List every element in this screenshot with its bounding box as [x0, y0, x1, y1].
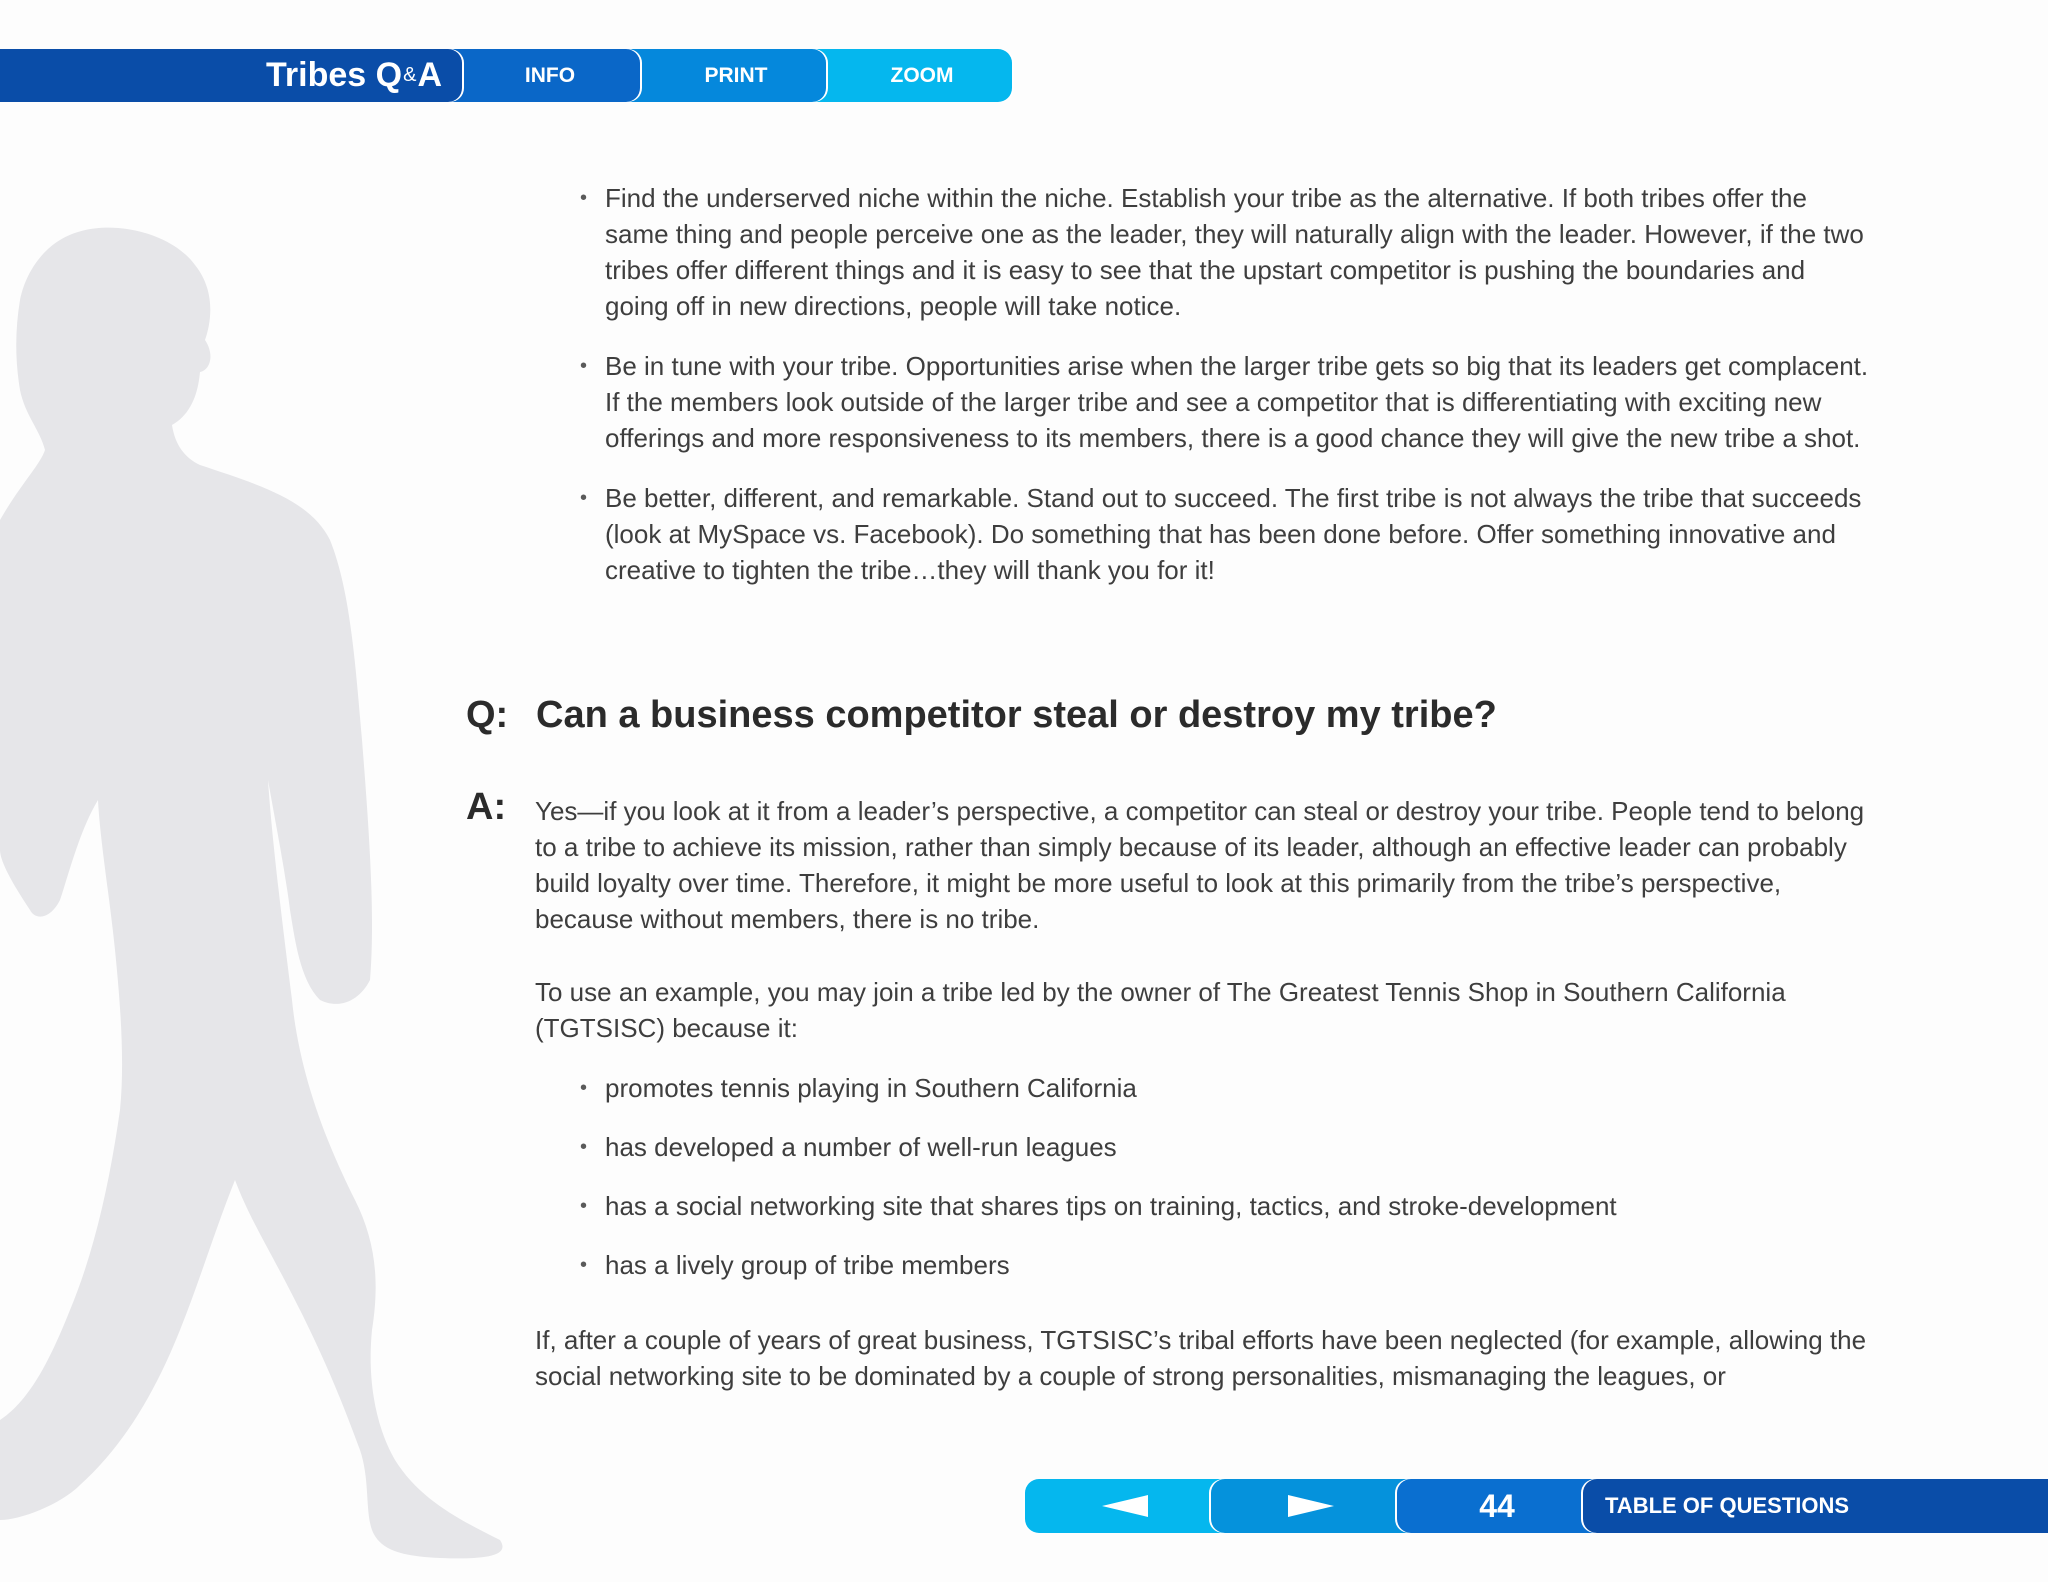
table-of-questions-button[interactable]: TABLE OF QUESTIONS — [1583, 1479, 2048, 1533]
list-item: • Be better, different, and remarkable. Stand out to succeed. The first tribe is not always the tribe that succeeds (look at MySpace vs. Facebook). Do something that has been done before. Offer something innovative and creative to tighten the tribe…they will thank you for it! — [580, 480, 1870, 588]
brand-title-a: A — [417, 56, 442, 94]
left-arrow-icon — [1102, 1495, 1148, 1517]
answer-paragraph-2: To use an example, you may join a tribe led by the owner of The Greatest Tennis Shop in Southern California (TGTSISC) because it: — [535, 977, 1786, 1043]
answer-label: A: — [466, 786, 507, 828]
info-tab[interactable]: INFO — [440, 49, 640, 102]
brand-title — [0, 49, 462, 102]
top-navigation-bar — [0, 49, 1022, 102]
answer-paragraph-1: Yes—if you look at it from a leader’s perspective, a competitor can steal or destroy your tribe. People tend to belong to a tribe to achieve its mission, rather than simply because of its leader, although an effective leader can probably build loyalty over time. Therefore, it might be more useful to look at this primarily from the tribe’s perspective, because without members, there is no tribe. — [535, 796, 1865, 934]
list-item: • Find the underserved niche within the niche. Establish your tribe as the alternative. If both tribes offer the same thing and people perceive one as the leader, they will naturally align with the leader. However, if the two tribes offer different things and it is easy to see that the upstart competitor is pushing the boundaries and going off in new directions, people will take notice. — [580, 180, 1870, 324]
recommendation-bullet-list — [580, 180, 1870, 612]
list-item: • promotes tennis playing in Southern California — [580, 1070, 1870, 1106]
list-item: • has developed a number of well-run leagues — [580, 1129, 1870, 1165]
list-item: • has a lively group of tribe members — [580, 1247, 1870, 1283]
list-item: • Be in tune with your tribe. Opportunities arise when the larger tribe gets so big that its leaders get complacent. If the members look outside of the larger tribe and see a competitor that is differentiating with exciting new offerings and more responsiveness to its members, there is a good chance they will give the new tribe a shot. — [580, 348, 1870, 456]
page-number: 44 — [1397, 1479, 1597, 1533]
zoom-tab[interactable]: ZOOM — [812, 49, 1012, 102]
list-item: • has a social networking site that shares tips on training, tactics, and stroke-development — [580, 1188, 1870, 1224]
question-heading: Can a business competitor steal or destroy my tribe? — [536, 694, 1497, 736]
brand-title-q: Tribes Q — [266, 56, 403, 94]
print-tab[interactable]: PRINT — [626, 49, 826, 102]
answer-paragraph-3: If, after a couple of years of great business, TGTSISC’s tribal efforts have been neglected (for example, allowing the social networking site to be dominated by a couple of strong personalities, mismanaging the leagues, or — [535, 1325, 1867, 1391]
question-label: Q: — [466, 694, 509, 736]
next-page-button[interactable] — [1211, 1479, 1411, 1533]
person-silhouette-image — [0, 220, 520, 1560]
brand-title-ampersand: & — [403, 64, 417, 86]
right-arrow-icon — [1288, 1495, 1334, 1517]
bottom-navigation-bar — [1025, 1479, 2048, 1533]
example-bullet-list — [580, 1070, 1870, 1306]
previous-page-button[interactable] — [1025, 1479, 1225, 1533]
